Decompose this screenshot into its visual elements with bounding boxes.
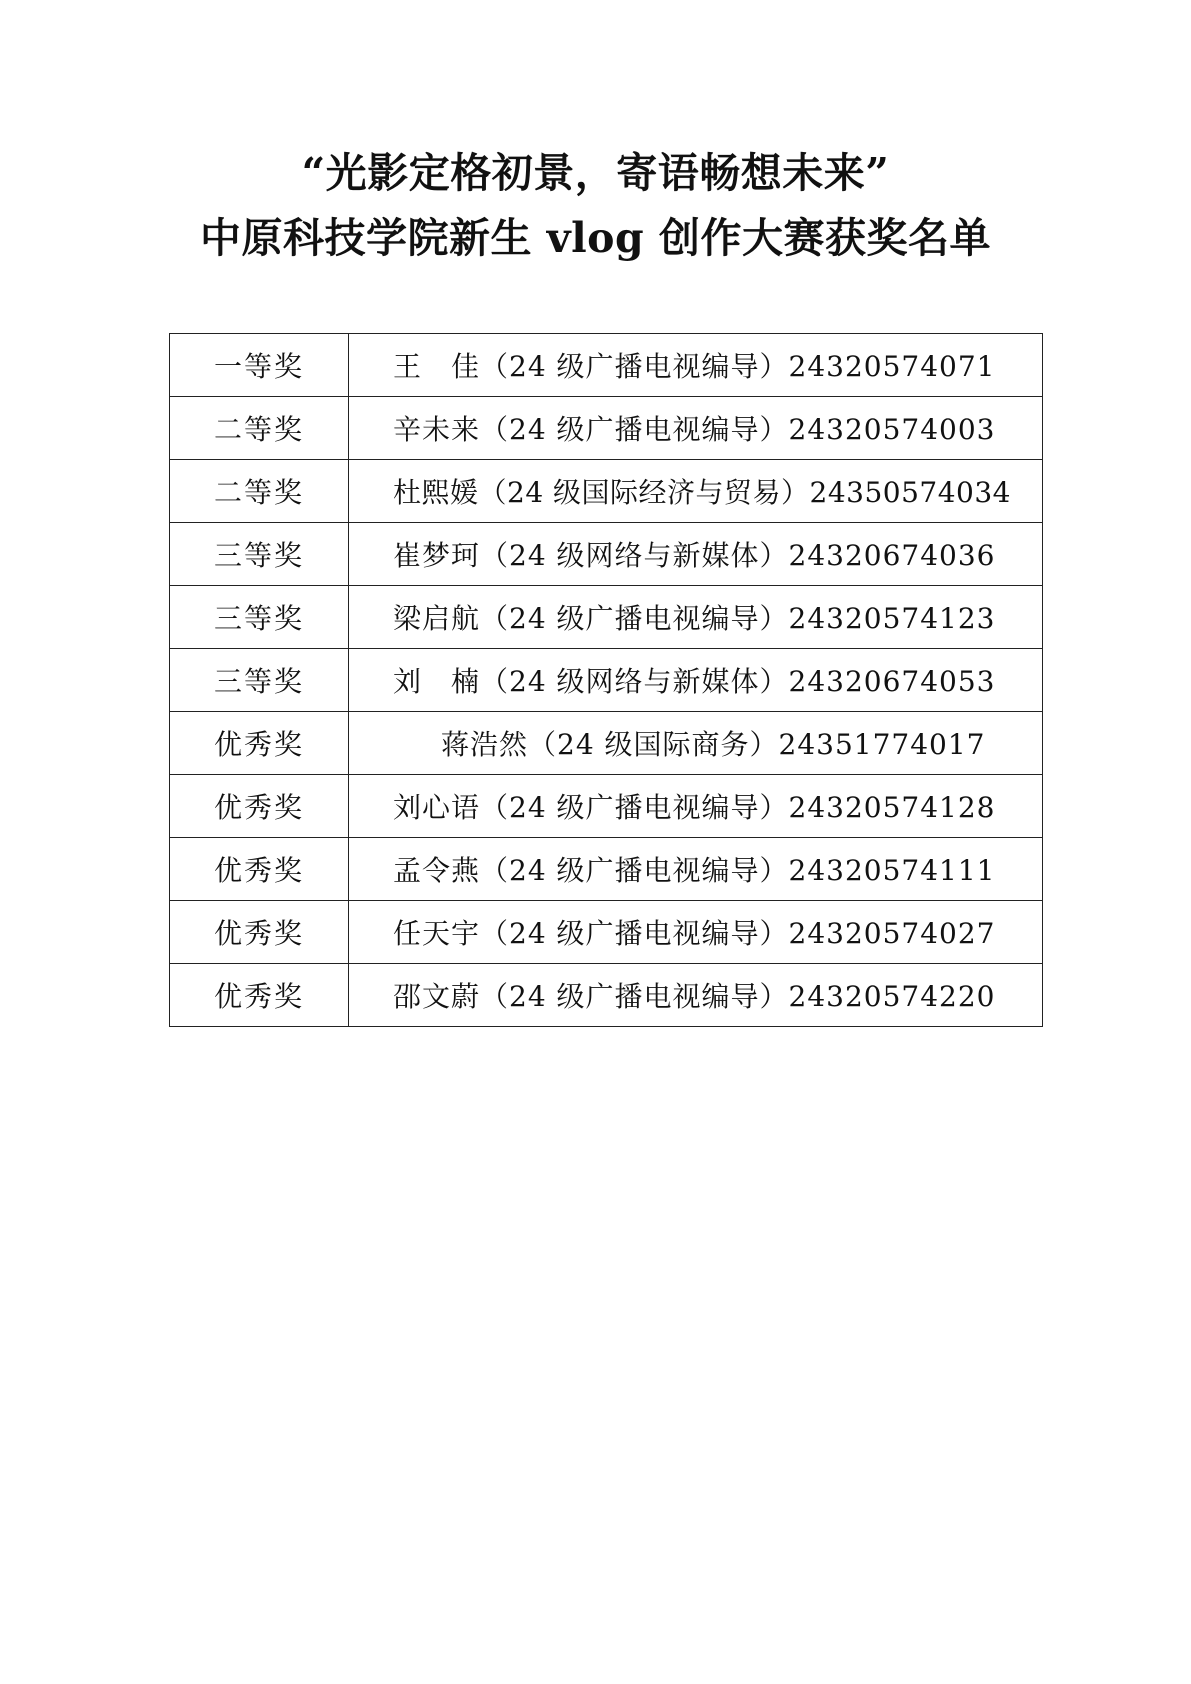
winner-cell — [349, 775, 1043, 838]
winner-text: 杜熙媛（24 级国际经济与贸易）24350574034 — [393, 476, 1011, 509]
table-row — [170, 964, 1043, 1027]
winner-text: 辛未来（24 级广播电视编导）24320574003 — [393, 413, 996, 446]
award-level-cell: 优秀奖 — [170, 775, 349, 838]
winner-cell — [349, 334, 1043, 397]
winner-cell — [349, 649, 1043, 712]
table-row — [170, 901, 1043, 964]
winner-cell — [349, 838, 1043, 901]
table-row — [170, 397, 1043, 460]
winner-text: 孟令燕（24 级广播电视编导）24320574111 — [393, 854, 996, 887]
table-row — [170, 586, 1043, 649]
winner-text: 梁启航（24 级广播电视编导）24320574123 — [393, 602, 996, 635]
award-level-cell: 优秀奖 — [170, 964, 349, 1027]
award-level-cell: 三等奖 — [170, 649, 349, 712]
winner-text: 王 佳（24 级广播电视编导）24320574071 — [393, 350, 996, 383]
table-row — [170, 838, 1043, 901]
award-level-cell: 三等奖 — [170, 523, 349, 586]
winner-text: 蒋浩然（24 级国际商务）24351774017 — [441, 728, 986, 761]
winner-cell — [349, 712, 1043, 775]
award-level-cell: 二等奖 — [170, 460, 349, 523]
winner-cell — [349, 901, 1043, 964]
table-row — [170, 334, 1043, 397]
table-row — [170, 775, 1043, 838]
winner-cell — [349, 397, 1043, 460]
winner-cell — [349, 586, 1043, 649]
winner-text: 崔梦珂（24 级网络与新媒体）24320674036 — [393, 539, 996, 572]
table-row — [170, 523, 1043, 586]
award-winners-table — [169, 333, 1043, 1027]
award-level-cell: 一等奖 — [170, 334, 349, 397]
winner-cell — [349, 964, 1043, 1027]
document-title-line-2: 中原科技学院新生 vlog 创作大赛获奖名单 — [200, 214, 991, 262]
table-row — [170, 649, 1043, 712]
award-level-cell: 二等奖 — [170, 397, 349, 460]
winner-text: 刘 楠（24 级网络与新媒体）24320674053 — [393, 665, 996, 698]
award-level-cell: 优秀奖 — [170, 901, 349, 964]
winner-text: 刘心语（24 级广播电视编导）24320574128 — [393, 791, 996, 824]
table-row — [170, 460, 1043, 523]
award-level-cell: 优秀奖 — [170, 838, 349, 901]
winner-text: 任天宇（24 级广播电视编导）24320574027 — [393, 917, 996, 950]
award-level-cell: 优秀奖 — [170, 712, 349, 775]
winner-cell — [349, 523, 1043, 586]
winner-cell — [349, 460, 1043, 523]
document-title-line-1: “光影定格初景，寄语畅想未来” — [301, 149, 890, 197]
award-level-cell: 三等奖 — [170, 586, 349, 649]
table-row — [170, 712, 1043, 775]
winner-text: 邵文蔚（24 级广播电视编导）24320574220 — [393, 980, 996, 1013]
